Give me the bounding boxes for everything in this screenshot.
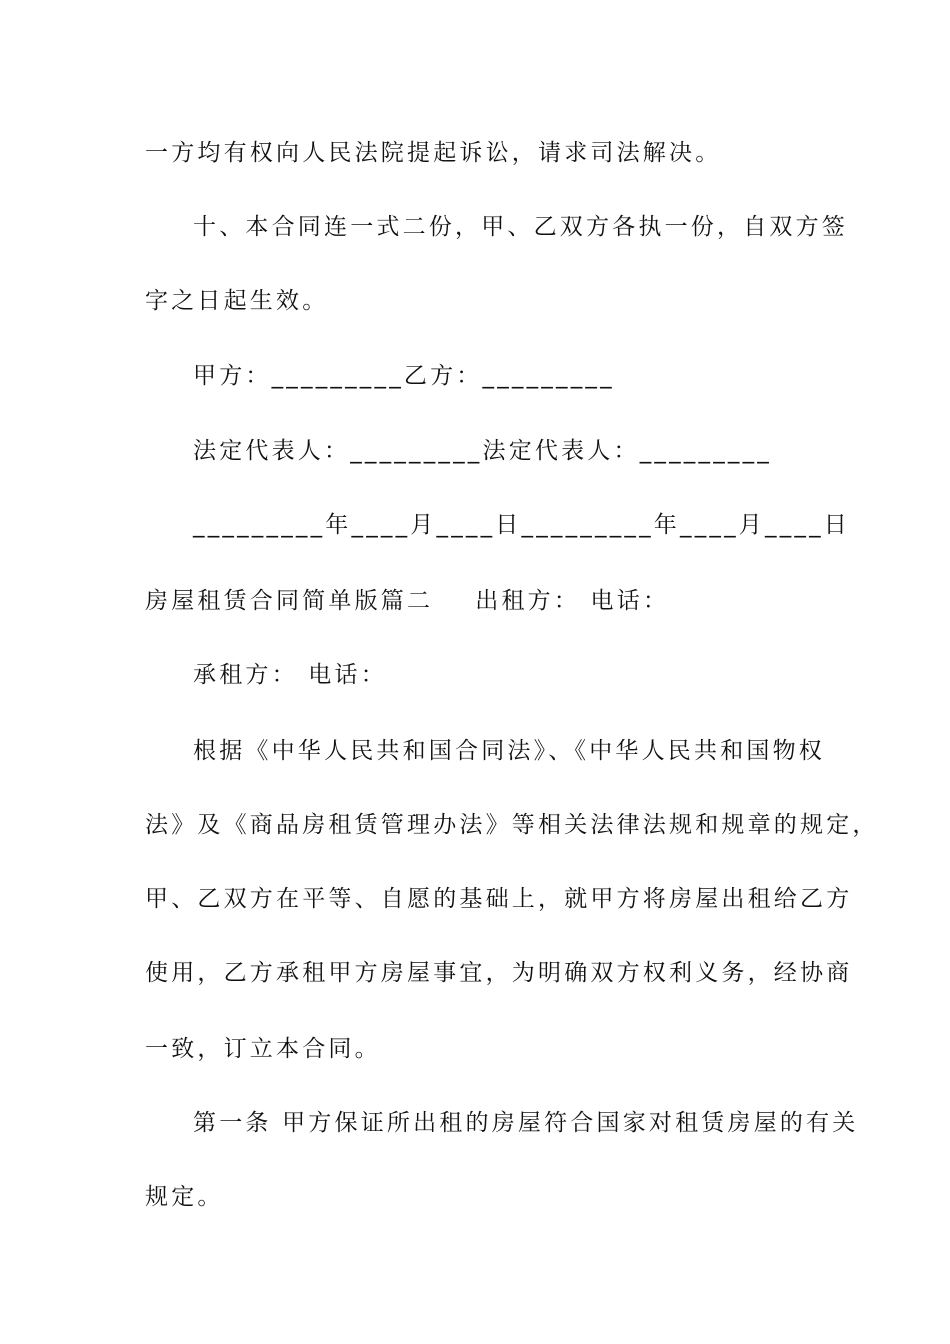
text-line: 一方均有权向人民法院提起诉讼，请求司法解决。 <box>145 140 722 166</box>
text-line: 甲、乙双方在平等、自愿的基础上，就甲方将房屋出租给乙方 <box>145 886 853 912</box>
text-line: 使用，乙方承租甲方房屋事宜，为明确双方权利义务，经协商 <box>145 960 853 986</box>
text-line: 字之日起生效。 <box>145 288 329 314</box>
text-line: 一致，订立本合同。 <box>145 1036 381 1062</box>
signature-line-representatives: 法定代表人：_________法定代表人：_________ <box>193 438 772 464</box>
text-line: 根据《中华人民共和国合同法》、《中华人民共和国物权 <box>193 738 825 764</box>
section-heading: 房屋租赁合同简单版篇二 出租方： 电话： <box>145 588 670 614</box>
signature-line-parties: 甲方：_________乙方：_________ <box>193 363 615 389</box>
article-line: 第一条 甲方保证所出租的房屋符合国家对租赁房屋的有关 <box>193 1110 859 1136</box>
text-line: 承租方： 电话： <box>193 662 387 688</box>
signature-line-dates: _________年____月____日_________年____月____日 <box>193 512 850 538</box>
text-line: 规定。 <box>145 1184 224 1210</box>
text-line: 法》及《商品房租赁管理办法》等相关法律法规和规章的规定， <box>145 812 879 838</box>
text-line: 十、本合同连一式二份，甲、乙双方各执一份，自双方签 <box>193 214 848 240</box>
